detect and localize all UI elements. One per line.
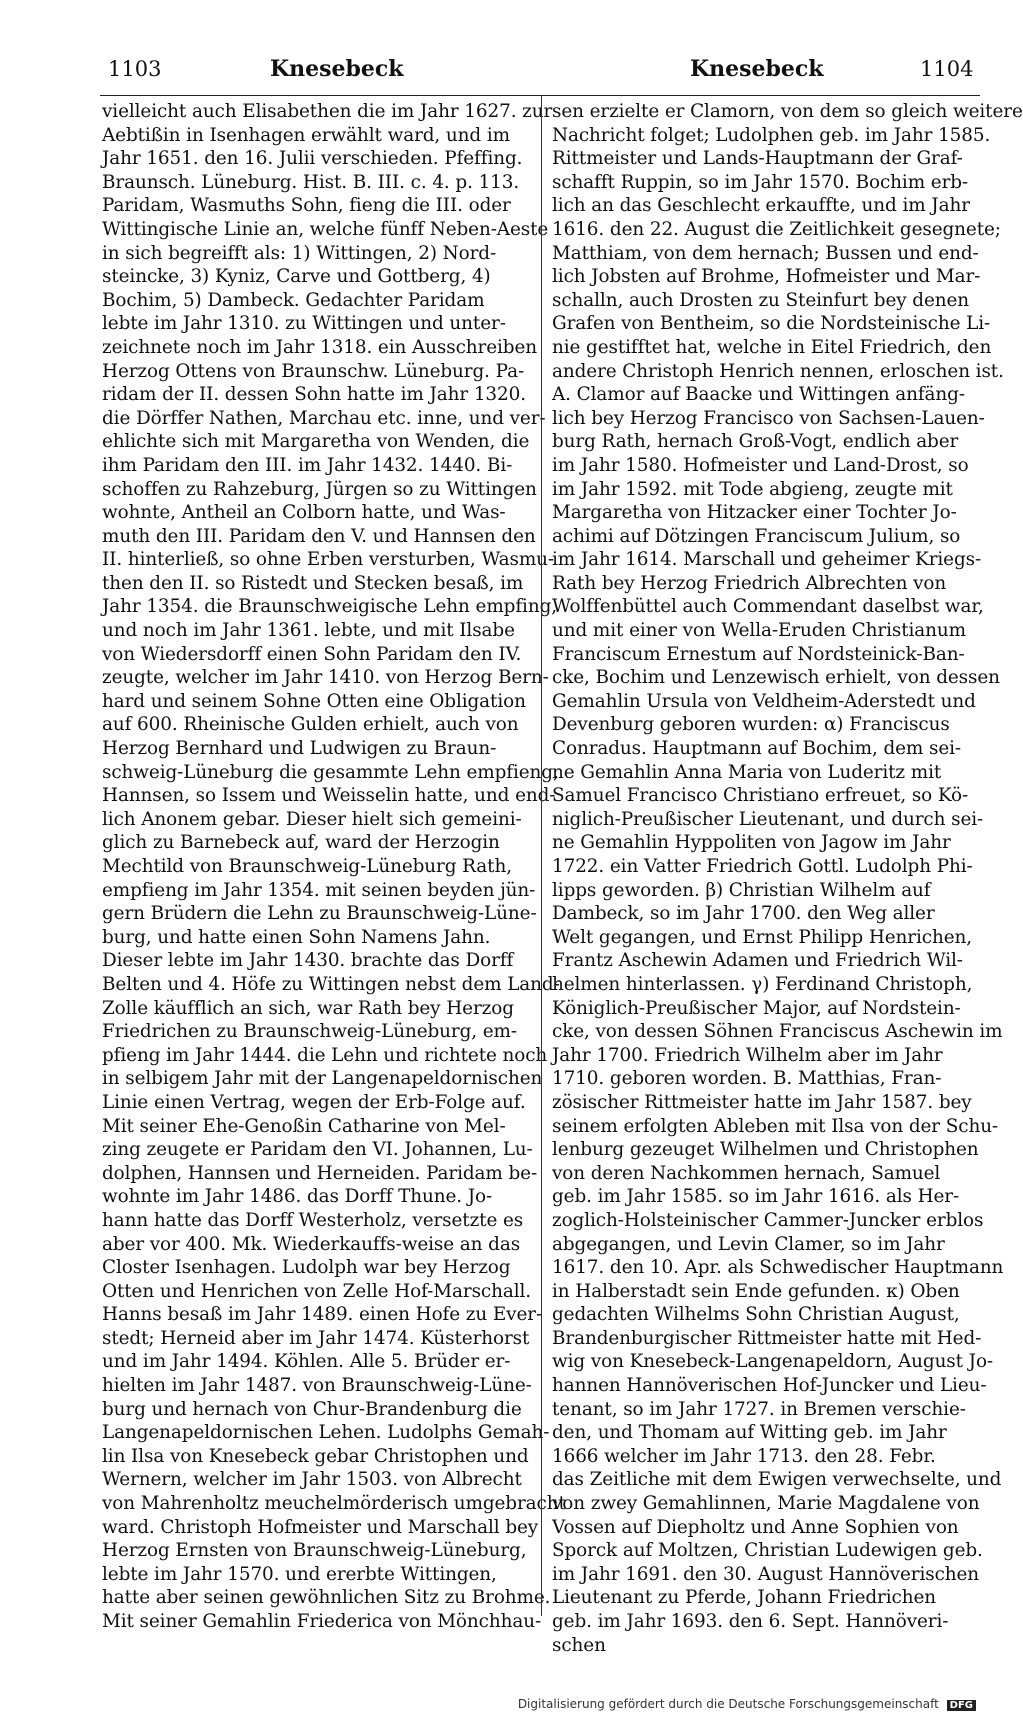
text-line: hatte aber seinen gewöhnlichen Sitz zu Brohme.	[102, 1587, 551, 1609]
text-line: Gemahlin Ursula von Veldheim-Aderstedt und	[552, 690, 976, 712]
text-line: Nachricht folget; Ludolphen geb. im Jahr 1585.	[552, 124, 991, 146]
text-line: Grafen von Bentheim, so die Nordsteinische Li-	[552, 313, 991, 335]
text-line: burg Rath, hernach Groß-Vogt, endlich aber	[552, 431, 959, 453]
text-line: Jahr 1700. Friedrich Wilhelm aber im Jahr	[552, 1044, 943, 1066]
text-line: lin Ilsa von Knesebeck gebar Christophen und	[102, 1445, 529, 1467]
text-line: von deren Nachkommen hernach, Samuel	[552, 1162, 941, 1184]
text-line: Königlich-Preußischer Major, auf Nordstein-	[552, 997, 961, 1019]
text-line: und mit einer von Wella-Eruden Christianum	[552, 620, 966, 642]
text-line: von zwey Gemahlinnen, Marie Magdalene von	[552, 1493, 980, 1515]
text-line: hielten im Jahr 1487. von Braunschweig-Lüne-	[102, 1375, 532, 1397]
text-line: 1616. den 22. August die Zeitlichkeit gesegnete;	[552, 218, 1001, 240]
text-line: gern Brüdern die Lehn zu Braunschweig-Lüne-	[102, 903, 537, 925]
text-line: wohnte im Jahr 1486. das Dorff Thune. Jo-	[102, 1186, 493, 1208]
text-line: lebte im Jahr 1310. zu Wittingen und unter-	[102, 313, 506, 335]
text-line: 1617. den 10. Apr. als Schwedischer Hauptmann	[552, 1257, 1004, 1279]
text-line: Mit seiner Gemahlin Friederica von Mönchhau-	[102, 1611, 542, 1632]
text-line: lenburg gezeuget Wilhelmen und Christophen	[552, 1139, 979, 1161]
text-line: Dieser lebte im Jahr 1430. brachte das Dorff	[102, 950, 514, 972]
text-line: im Jahr 1580. Hofmeister und Land-Drost, so	[552, 454, 969, 476]
text-line: Wolffenbüttel auch Commendant daselbst war,	[552, 596, 984, 618]
text-line: stedt; Herneid aber im Jahr 1474. Küsterhorst	[102, 1327, 530, 1349]
column-divider	[541, 96, 542, 1616]
text-line: tenant, so im Jahr 1727. in Bremen verschie-	[552, 1398, 966, 1420]
text-line: Belten und 4. Höfe zu Wittingen nebst dem Land-	[102, 973, 560, 995]
text-line: Otten und Henrichen von Zelle Hof-Marschall.	[102, 1280, 532, 1302]
text-line: geb. im Jahr 1693. den 6. Sept. Hannöveri-	[552, 1611, 949, 1632]
text-line: zoglich-Holsteinischer Cammer-Juncker erblos	[552, 1209, 984, 1231]
text-line: lich Anonem gebar. Dieser hielt sich gemeini-	[102, 808, 522, 830]
text-line: nie gestifftet hat, welche in Eitel Friedrich, den	[552, 336, 992, 358]
text-line: und noch im Jahr 1361. lebte, und mit Ilsabe	[102, 620, 515, 642]
text-line: aber vor 400. Mk. Wiederkauffs-weise an das	[102, 1233, 521, 1255]
text-line: den, und Thomam auf Witting geb. im Jahr	[552, 1422, 947, 1444]
text-line: im Jahr 1614. Marschall und geheimer Kriegs-	[552, 549, 982, 571]
text-line: empfieng im Jahr 1354. mit seinen beyden jün-	[102, 879, 536, 901]
text-line: im Jahr 1691. den 30. August Hannöverischen	[552, 1563, 980, 1585]
text-line: Conradus. Hauptmann auf Bochim, dem sei-	[552, 738, 961, 760]
text-line: Samuel Francisco Christiano erfreuet, so Kö-	[552, 785, 969, 807]
text-line: Herzog Ottens von Braunschw. Lüneburg. Pa-	[102, 360, 525, 382]
text-line: Sporck auf Moltzen, Christian Ludewigen geb.	[552, 1540, 983, 1562]
text-line: dolphen, Hannsen und Herneiden. Paridam be-	[102, 1162, 538, 1184]
text-line: Herzog Bernhard und Ludwigen zu Braun-	[102, 738, 497, 760]
text-line: Dambeck, so im Jahr 1700. den Weg aller	[552, 903, 935, 925]
text-line: Rath bey Herzog Friedrich Albrechten von	[552, 572, 947, 594]
text-line: wohnte, Antheil an Colborn hatte, und Was-	[102, 502, 506, 524]
text-line: abgegangen, und Levin Clamer, so im Jahr	[552, 1233, 945, 1255]
text-line: seinem erfolgten Ableben mit Ilsa von der Schu-	[552, 1115, 999, 1137]
page-number-left: 1103	[108, 57, 162, 81]
text-line: hann hatte das Dorff Westerholz, versetzte es	[102, 1209, 524, 1231]
text-line: hannen Hannöverischen Hof-Juncker und Lieu-	[552, 1375, 987, 1397]
text-line: zeugte, welcher im Jahr 1410. von Herzog Bern-	[102, 667, 549, 689]
text-line: ne Gemahlin Hyppoliten von Jagow im Jahr	[552, 832, 951, 854]
text-line: cke, Bochim und Lenzewisch erhielt, von dessen	[552, 667, 1000, 689]
text-line: von Mahrenholtz meuchelmörderisch umgebracht	[102, 1493, 566, 1515]
text-line: Paridam, Wasmuths Sohn, fieng die III. oder	[102, 195, 511, 217]
text-line: ridam der II. dessen Sohn hatte im Jahr 1320.	[102, 384, 526, 406]
text-line: Vossen auf Diepholtz und Anne Sophien von	[552, 1516, 959, 1538]
text-line: pfieng im Jahr 1444. die Lehn und richtete noch	[102, 1044, 548, 1066]
text-line: Rittmeister und Lands-Hauptmann der Graf-	[552, 148, 963, 170]
text-line: und im Jahr 1494. Köhlen. Alle 5. Brüder er-	[102, 1351, 511, 1373]
text-line: II. hinterließ, so ohne Erben versturben, Wasmu-	[102, 549, 555, 571]
text-line: Franciscum Ernestum auf Nordsteinick-Ban-	[552, 643, 965, 665]
text-line: ihm Paridam den III. im Jahr 1432. 1440. Bi-	[102, 454, 513, 476]
text-line: Closter Isenhagen. Ludolph war bey Herzog	[102, 1257, 511, 1279]
text-line: gedachten Wilhelms Sohn Christian August,	[552, 1304, 960, 1326]
text-line: andere Christoph Henrich nennen, erloschen ist.	[552, 360, 1004, 382]
header-rule	[100, 95, 980, 96]
text-line: schen	[552, 1634, 606, 1656]
text-line: Langenapeldornischen Lehen. Ludolphs Gemah-	[102, 1422, 550, 1444]
text-line: cke, von dessen Söhnen Franciscus Aschewin im	[552, 1021, 1003, 1043]
text-line: lich Jobsten auf Brohme, Hofmeister und Mar-	[552, 266, 981, 288]
text-line: Jahr 1651. den 16. Julii verschieden. Pfeffing.	[102, 148, 523, 170]
text-line: burg und hernach von Chur-Brandenburg die	[102, 1398, 522, 1420]
text-line: in selbigem Jahr mit der Langenapeldornischen	[102, 1068, 543, 1090]
text-line: Welt gegangen, und Ernst Philipp Henrichen,	[552, 926, 972, 948]
text-line: ward. Christoph Hofmeister und Marschall bey	[102, 1516, 539, 1538]
text-line: helmen hinterlassen. γ) Ferdinand Christoph,	[552, 973, 973, 995]
text-line: Aebtißin in Isenhagen erwählt ward, und im	[102, 124, 510, 146]
text-line: burg, und hatte einen Sohn Namens Jahn.	[102, 926, 491, 948]
text-line: auf 600. Rheinische Gulden erhielt, auch von	[102, 714, 519, 736]
text-line: zösischer Rittmeister hatte im Jahr 1587. bey	[552, 1091, 972, 1113]
text-line: Lieutenant zu Pferde, Johann Friedrichen	[552, 1587, 936, 1609]
text-line: steincke, 3) Kyniz, Carve und Gottberg, 4)	[102, 266, 491, 288]
text-line: Mechtild von Braunschweig-Lüneburg Rath,	[102, 856, 512, 877]
text-line: Friedrichen zu Braunschweig-Lüneburg, em-	[102, 1021, 517, 1043]
text-line: wig von Knesebeck-Langenapeldorn, August Jo-	[552, 1351, 994, 1373]
text-line: von Wiedersdorff einen Sohn Paridam den IV.	[102, 643, 522, 665]
running-title-left: Knesebeck	[270, 56, 404, 82]
text-line: Braunsch. Lüneburg. Hist. B. III. c. 4. p. 113.	[102, 171, 520, 193]
text-line: then den II. so Ristedt und Stecken besaß, im	[102, 572, 524, 594]
text-line: Wernern, welcher im Jahr 1503. von Albrecht	[102, 1469, 522, 1491]
text-line: Wittingische Linie an, welche fünff Neben-Aeste	[102, 218, 549, 240]
text-line: 1710. geboren worden. B. Matthias, Fran-	[552, 1068, 942, 1090]
text-column-left	[102, 100, 566, 1634]
running-title-right: Knesebeck	[690, 56, 824, 82]
page-header	[0, 54, 1000, 94]
page-number-right: 1104	[920, 57, 974, 81]
text-line: Devenburg geboren wurden: α) Franciscus	[552, 714, 950, 736]
text-line: glich zu Barnebeck auf, ward der Herzogin	[102, 832, 500, 854]
text-line: lich bey Herzog Francisco von Sachsen-Lauen-	[552, 407, 985, 429]
text-line: Margaretha von Hitzacker einer Tochter Jo-	[552, 502, 957, 524]
text-line: Zolle käufflich an sich, war Rath bey Herzog	[102, 997, 514, 1019]
text-line: lich an das Geschlecht erkauffte, und im Jahr	[552, 195, 970, 217]
text-line: geb. im Jahr 1585. so im Jahr 1616. als Her-	[552, 1186, 960, 1208]
text-line: Herzog Ernsten von Braunschweig-Lüneburg,	[102, 1540, 527, 1562]
text-line: Matthiam, von dem hernach; Bussen und end-	[552, 242, 979, 264]
text-line: A. Clamor auf Baacke und Wittingen anfäng-	[552, 384, 965, 406]
text-line: achimi auf Dötzingen Franciscum Julium, so	[552, 525, 961, 547]
text-line: hard und seinem Sohne Otten eine Obligation	[102, 690, 526, 712]
text-line: in sich begreifft als: 1) Wittingen, 2) Nord-	[102, 242, 497, 264]
text-line: Linie einen Vertrag, wegen der Erb-Folge auf.	[102, 1091, 526, 1113]
dfg-logo: DFG	[947, 1700, 976, 1711]
text-line: niglich-Preußischer Lieutenant, und durch sei-	[552, 808, 984, 830]
text-column-right	[552, 100, 1023, 1657]
text-line: schafft Ruppin, so im Jahr 1570. Bochim erb-	[552, 171, 969, 193]
text-line: zing zeugete er Paridam den VI. Johannen, Lu-	[102, 1139, 533, 1161]
text-line: 1666 welcher im Jahr 1713. den 28. Febr.	[552, 1445, 936, 1467]
text-line: sen erzielte er Clamorn, von dem so gleich weitere	[552, 101, 1023, 122]
text-line: lebte im Jahr 1570. und ererbte Wittingen,	[102, 1563, 497, 1585]
digitization-credit	[518, 1697, 976, 1711]
credit-text: Digitalisierung gefördert durch die Deutsche Forschungsgemeinschaft	[517, 1697, 939, 1711]
text-line: in Halberstadt sein Ende gefunden. κ) Oben	[552, 1280, 960, 1302]
text-line: schoffen zu Rahzeburg, Jürgen so zu Wittingen	[102, 478, 537, 500]
text-line: Jahr 1354. die Braunschweigische Lehn empfing,	[102, 596, 557, 618]
text-line: Hanns besaß im Jahr 1489. einen Hofe zu Ever-	[102, 1304, 543, 1326]
text-line: ehlichte sich mit Margaretha von Wenden, die	[102, 431, 530, 453]
text-line: die Dörffer Nathen, Marchau etc. inne, und ver-	[102, 407, 546, 429]
text-line: schweig-Lüneburg die gesammte Lehn empfieng,	[102, 761, 559, 783]
text-line: Hannsen, so Issem und Weisselin hatte, und end-	[102, 785, 556, 807]
text-line: zeichnete noch im Jahr 1318. ein Ausschreiben	[102, 336, 537, 358]
text-line: Frantz Aschewin Adamen und Friedrich Wil-	[552, 950, 963, 972]
text-line: das Zeitliche mit dem Ewigen verwechselte, und	[552, 1469, 1002, 1491]
text-line: vielleicht auch Elisabethen die im Jahr 1627. zur	[102, 101, 553, 122]
text-line: Bochim, 5) Dambeck. Gedachter Paridam	[102, 289, 485, 311]
text-line: 1722. ein Vatter Friedrich Gottl. Ludolph Phi-	[552, 856, 973, 877]
text-line: schalln, auch Drosten zu Steinfurt bey denen	[552, 289, 970, 311]
text-line: muth den III. Paridam den V. und Hannsen den	[102, 525, 536, 547]
text-line: Brandenburgischer Rittmeister hatte mit Hed-	[552, 1327, 982, 1349]
text-line: im Jahr 1592. mit Tode abgieng, zeugte mit	[552, 478, 953, 500]
text-line: ne Gemahlin Anna Maria von Luderitz mit	[552, 761, 942, 783]
text-line: lipps geworden. β) Christian Wilhelm auf	[552, 879, 931, 901]
text-line: Mit seiner Ehe-Genoßin Catharine von Mel-	[102, 1115, 506, 1137]
